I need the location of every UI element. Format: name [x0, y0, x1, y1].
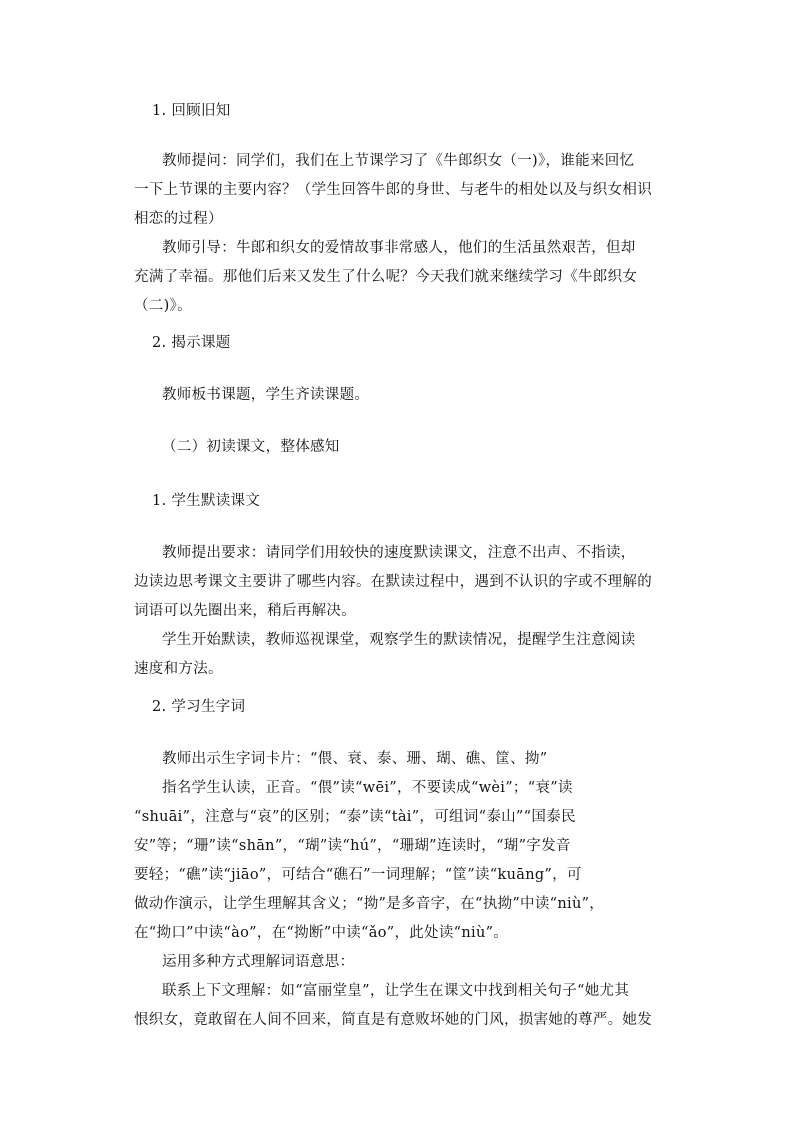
paragraph-line: 安”等；“珊”读“shān”，“瑚”读“hú”，“珊瑚”连读时，“瑚”字发音 — [134, 838, 571, 854]
part-heading: （二）初读课文，整体感知 — [162, 439, 340, 455]
paragraph-line: 词语可以先圈出来，稍后再解决。 — [134, 603, 356, 619]
paragraph-line: “shuāi”，注意与“哀”的区别；“泰”读“tài”，可组词“泰山”“国泰民 — [134, 809, 576, 825]
section-heading-topic: 2. 揭示课题 — [152, 335, 231, 351]
paragraph-line: 一下上节课的主要内容？（学生回答牛郎的身世、与老牛的相处以及与织女相识 — [134, 182, 652, 198]
paragraph-line: 教师提出要求：请同学们用较快的速度默读课文，注意不出声、不指读， — [162, 545, 636, 561]
paragraph-line: 边读边思考课文主要讲了哪些内容。在默读过程中，遇到不认识的字或不理解的 — [134, 574, 652, 590]
paragraph-line: 联系上下文理解：如“富丽堂皇”，让学生在课文中找到相关句子“她尤其 — [162, 983, 630, 999]
paragraph-line: 运用多种方式理解词语意思： — [162, 954, 355, 970]
paragraph-line: 教师板书课题，学生齐读课题。 — [162, 387, 370, 403]
paragraph-line: 指名学生认读，正音。“偎”读“wēi”，不要读成“wèi”；“衰”读 — [162, 780, 573, 796]
paragraph-line: 教师引导：牛郎和织女的爱情故事非常感人，他们的生活虽然艰苦，但却 — [162, 240, 636, 256]
paragraph-line: 做动作演示，让学生理解其含义；“拗”是多音字，在“执拗”中读“niù”， — [134, 896, 605, 912]
paragraph-line: 充满了幸福。那他们后来又发生了什么呢？今天我们就来继续学习《牛郎织女 — [134, 269, 638, 285]
paragraph-line: 相恋的过程） — [134, 211, 223, 227]
paragraph-line: （二)》。 — [134, 298, 192, 314]
paragraph-line: 在“拗口”中读“ào”，在“拗断”中读“ǎo”，此处读“niù”。 — [134, 925, 509, 941]
section-heading-vocabulary: 2. 学习生字词 — [152, 699, 246, 715]
paragraph-line: 要轻；“礁”读“jiāo”，可结合“礁石”一词理解；“筐”读“kuāng”，可 — [134, 867, 582, 883]
paragraph-line: 教师出示生字词卡片：“偎、衰、泰、珊、瑚、礁、筐、拗” — [162, 751, 548, 767]
paragraph-line: 学生开始默读，教师巡视课堂，观察学生的默读情况，提醒学生注意阅读 — [162, 632, 636, 648]
section-heading-silent-reading: 1. 学生默读课文 — [152, 493, 261, 509]
paragraph-line: 教师提问：同学们，我们在上节课学习了《牛郎织女（一)》，谁能来回忆 — [162, 153, 635, 169]
paragraph-line: 速度和方法。 — [134, 661, 223, 677]
paragraph-line: 恨织女，竟敢留在人间不回来，简直是有意败坏她的门风，损害她的尊严。她发 — [134, 1012, 652, 1028]
section-heading-review: 1. 回顾旧知 — [152, 103, 231, 119]
